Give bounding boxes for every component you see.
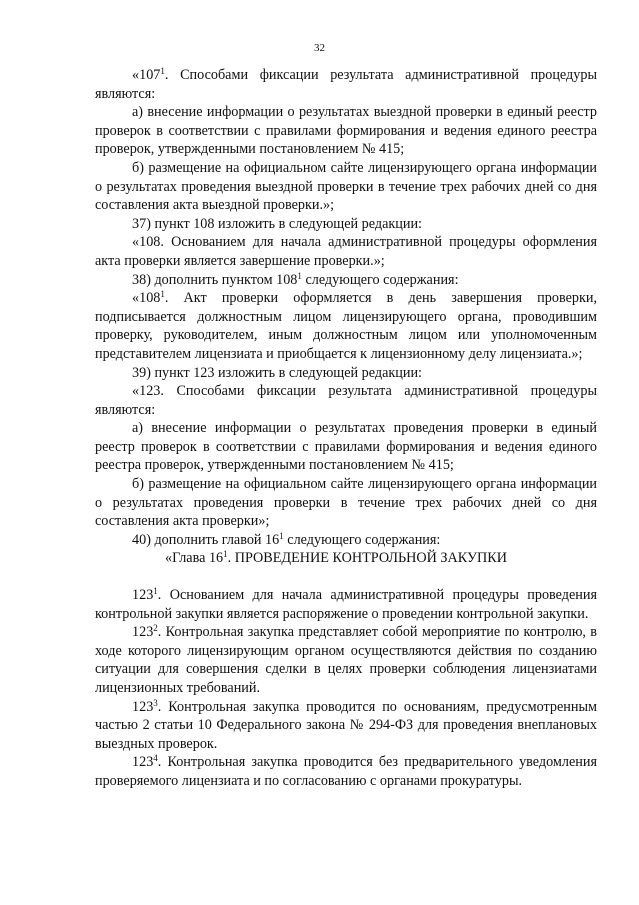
paragraph: а) внесение информации о результатах выездной проверки в единый реестр проверок в соответствии с правилами формирования и ведения единого реестра проверок, утвержденными постановлением № 415;	[95, 104, 597, 158]
paragraph: $123^1$. Основанием для начала административной процедуры проведения контрольной закупки является распоряжение о проведении контрольной закупки.	[95, 586, 597, 622]
paragraphs-after-heading	[95, 586, 597, 791]
paragraph: «108. Основанием для начала административной процедуры оформления акта проверки является завершение проверки.»;	[95, 234, 597, 269]
paragraph: $123^3$. Контрольная закупка проводится по основаниям, предусмотренным частью 2 статьи 10 Федерального закона № 294-ФЗ для проведения внеплановых выездных проверок.	[95, 697, 597, 752]
paragraph: $123^2$. Контрольная закупка представляет собой мероприятие по контролю, в ходе которого лицензирующим органом осуществляются действия по созданию ситуации для совершения сделки в целях проверки соблюдения лицензиатами лицензионных требований.	[95, 623, 597, 696]
paragraph: 39) пункт 123 изложить в следующей редакции:	[132, 364, 422, 381]
page-number: 32	[314, 42, 325, 54]
paragraph: 40) дополнить главой $16^1$ следующего содержания:	[132, 530, 441, 548]
document-body	[95, 66, 597, 791]
paragraph: б) размещение на официальном сайте лицензирующего органа информации о результатах проведения проверки в течение трех рабочих дней со дня составления акта проверки»;	[95, 476, 597, 530]
paragraph: «$107^1$. Способами фиксации результата административной процедуры являются:	[95, 66, 597, 102]
paragraph: б) размещение на официальном сайте лицензирующего органа информации о результатах проведения выездной проверки в течение трех рабочих дней со дня составления акта выездной проверки.»;	[95, 159, 597, 214]
paragraph: «$108^1$. Акт проверки оформляется в день завершения проверки, подписывается должностным лицом лицензирующего органа, проводившим проверку, руководителем, иным должностным лицом или уполномоченным представителем лицензиата и приобщается к лицензионному делу лицензиата.»;	[95, 289, 597, 362]
paragraph: $123^4$. Контрольная закупка проводится без предварительного уведомления проверяемого лицензиата и по согласованию с органами прокуратуры.	[95, 753, 597, 789]
chapter-heading: «Глава $16^1$. ПРОВЕДЕНИЕ КОНТРОЛЬНОЙ ЗАКУПКИ	[165, 549, 507, 567]
paragraph: «123. Способами фиксации результата административной процедуры являются:	[95, 383, 597, 418]
paragraph: 38) дополнить пунктом $108^1$ следующего содержания:	[132, 270, 459, 288]
paragraphs-before-heading	[95, 66, 597, 549]
paragraph: а) внесение информации о результатах проведения проверки в единый реестр проверок в соответствии с правилами формирования и ведения единого реестра проверок, утвержденными постановлением № 415;	[95, 420, 597, 474]
paragraph: 37) пункт 108 изложить в следующей редакции:	[132, 215, 422, 232]
